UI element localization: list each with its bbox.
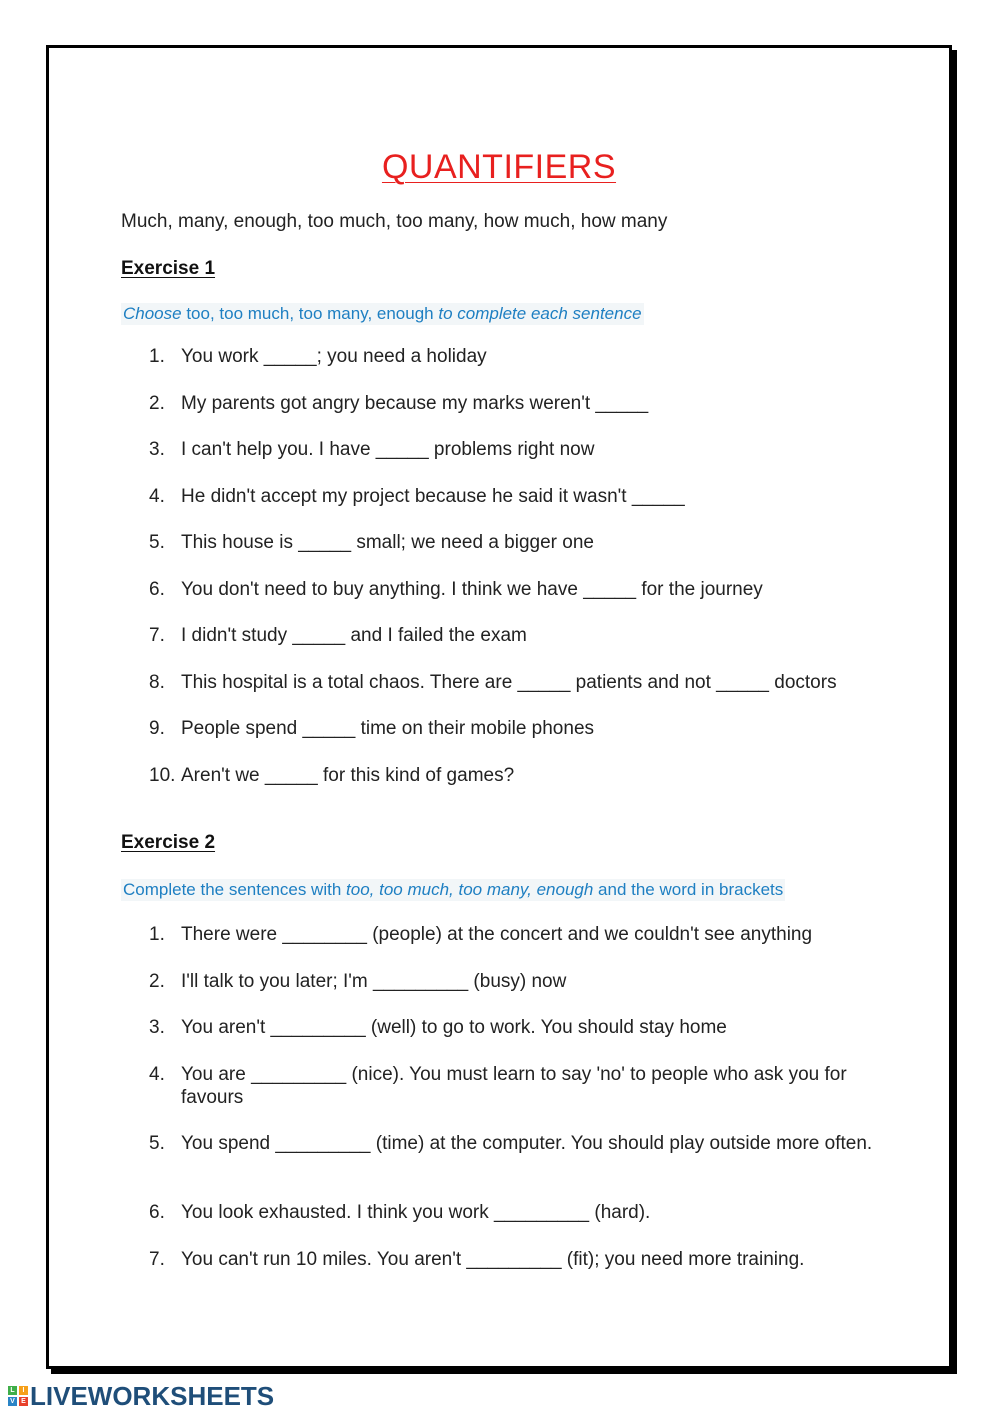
exercise-2-instruction <box>121 879 785 901</box>
instruction-lead: Choose <box>123 304 182 323</box>
item-text: I can't help you. I have _____ problems right now <box>181 439 595 460</box>
exercise-2-heading: Exercise 2 <box>121 832 216 853</box>
item-text: I didn't study _____ and I failed the exam <box>181 625 527 646</box>
instruction-words: too, too much, too many, enough <box>181 304 439 323</box>
item-number: 7. <box>149 1249 165 1270</box>
item-number: 2. <box>149 971 165 992</box>
logo-text: LIVEWORKSHEETS <box>30 1380 275 1411</box>
exercise-1-item <box>149 438 889 461</box>
item-text: You can't run 10 miles. You aren't _________ (fit); you need more training. <box>181 1249 805 1270</box>
item-number: 1. <box>149 346 165 367</box>
exercise-1-item <box>149 392 889 415</box>
item-text: You don't need to buy anything. I think we have _____ for the journey <box>181 579 763 600</box>
logo-block: V <box>8 1397 17 1406</box>
item-text: There were ________ (people) at the concert and we couldn't see anything <box>181 924 813 945</box>
item-text: You work _____; you need a holiday <box>181 346 487 367</box>
item-text: You are _________ (nice). You must learn to say 'no' to people who ask you for favours <box>181 1064 847 1108</box>
item-number: 9. <box>149 718 165 739</box>
logo-block: I <box>19 1386 28 1395</box>
exercise-1-instruction <box>121 303 644 325</box>
logo-block: L <box>8 1386 17 1395</box>
exercise-1-item <box>149 578 889 601</box>
item-text: You spend _________ (time) at the computer. You should play outside more often. <box>181 1133 873 1154</box>
logo-block: E <box>19 1397 28 1406</box>
item-number: 4. <box>149 1064 165 1085</box>
item-text: I'll talk to you later; I'm _________ (busy) now <box>181 971 567 992</box>
exercise-1-item <box>149 345 889 368</box>
item-text: People spend _____ time on their mobile phones <box>181 718 595 739</box>
exercise-2-item <box>149 923 889 946</box>
exercise-1-item <box>149 485 889 508</box>
item-number: 8. <box>149 672 165 693</box>
exercise-1-item <box>149 531 889 554</box>
item-text: You aren't _________ (well) to go to work. You should stay home <box>181 1017 727 1038</box>
exercise-2-item <box>149 1063 889 1109</box>
exercise-1-item <box>149 764 889 787</box>
exercise-2-item <box>149 1016 889 1039</box>
item-text: This house is _____ small; we need a bigger one <box>181 532 594 553</box>
worksheet-page <box>46 45 952 1369</box>
item-number: 4. <box>149 486 165 507</box>
instruction-tail: to complete each sentence <box>438 304 642 323</box>
item-text: He didn't accept my project because he said it wasn't _____ <box>181 486 685 507</box>
instruction-words: too, too much, too many, enough <box>346 880 594 899</box>
item-number: 6. <box>149 1202 165 1223</box>
item-number: 1. <box>149 924 165 945</box>
item-number: 5. <box>149 532 165 553</box>
logo-blocks-icon <box>8 1386 28 1406</box>
exercise-1-item <box>149 624 889 647</box>
exercise-1-item <box>149 717 889 740</box>
item-number: 7. <box>149 625 165 646</box>
item-number: 6. <box>149 579 165 600</box>
exercise-1-item <box>149 671 889 694</box>
item-number: 2. <box>149 393 165 414</box>
item-text: This hospital is a total chaos. There are _____ patients and not _____ doctors <box>181 672 837 693</box>
item-text: You look exhausted. I think you work _________ (hard). <box>181 1202 651 1223</box>
quantifier-list: Much, many, enough, too much, too many, how much, how many <box>121 211 668 232</box>
exercise-1-heading: Exercise 1 <box>121 258 216 279</box>
exercise-2-item <box>149 1201 889 1224</box>
liveworksheets-logo[interactable] <box>8 1380 275 1411</box>
instruction-tail: and the word in brackets <box>593 880 784 899</box>
item-text: Aren't we _____ for this kind of games? <box>181 765 515 786</box>
page-title: QUANTIFIERS <box>381 148 617 186</box>
exercise-2-item <box>149 970 889 993</box>
item-number: 5. <box>149 1133 165 1154</box>
item-text: My parents got angry because my marks weren't _____ <box>181 393 649 414</box>
item-number: 10. <box>149 765 176 786</box>
item-number: 3. <box>149 1017 165 1038</box>
item-number: 3. <box>149 439 165 460</box>
exercise-2-item <box>149 1248 889 1271</box>
instruction-lead: Complete the sentences with <box>123 880 347 899</box>
exercise-2-item <box>149 1132 889 1155</box>
